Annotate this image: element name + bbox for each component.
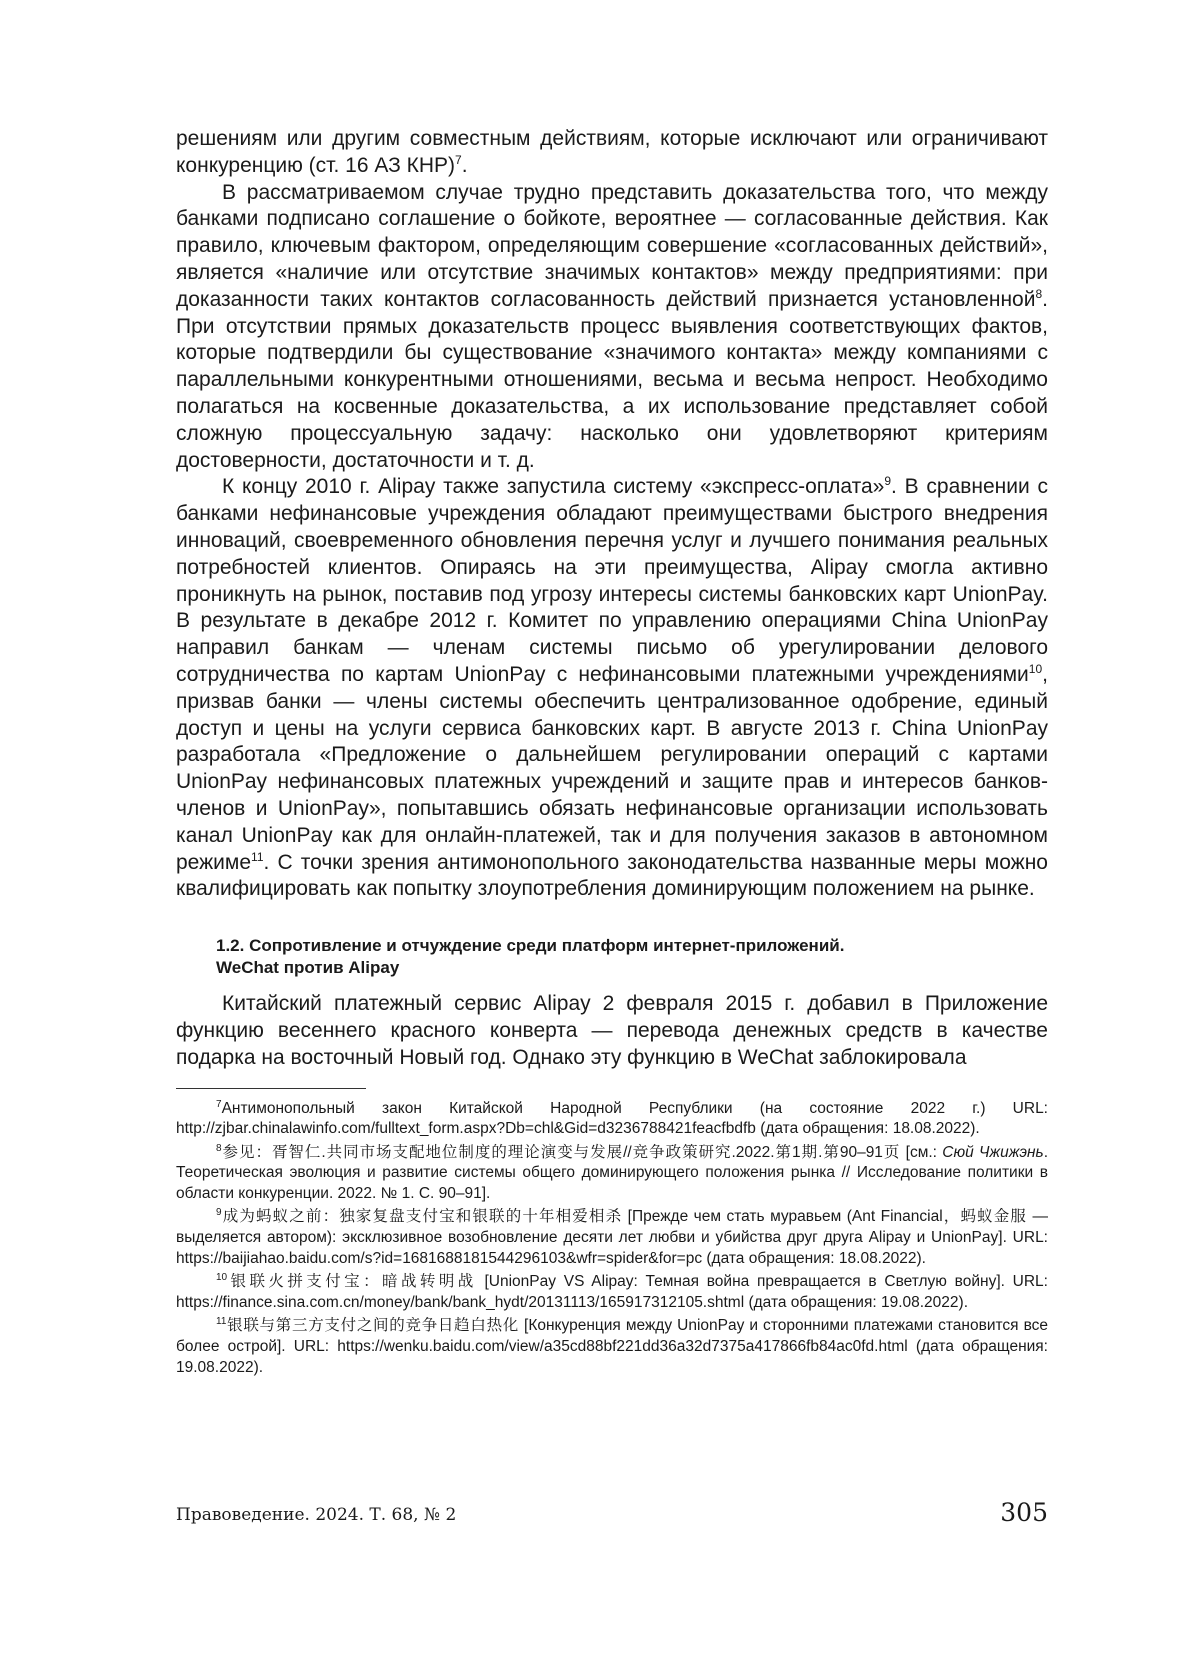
paragraph-1-text: решениям или другим совместным действиям, которые исключают или ограничивают конкуренцию (ст. 16 АЗ КНР) — [176, 127, 1048, 177]
footnote-ref-7[interactable]: 7 — [455, 152, 462, 167]
paragraph-2-text-a: В рассматриваемом случае трудно представить доказательства того, что между банками подписано соглашение о бойкоте, вероятнее — согласованные действия. Как правило, ключевым фактором, определяющим совершение «согласованных действий», является «наличие или отсутствие значимых контактов» между предприятиями: при доказанности таких контактов согласованность действий признается установленной — [176, 180, 1048, 311]
footnote-ref-10[interactable]: 10 — [1028, 661, 1043, 676]
footnote-8-author: Сюй Чжижэнь — [942, 1143, 1044, 1161]
paragraph-2 — [176, 180, 1048, 475]
section-heading-line-2: WeChat против Alipay — [216, 958, 400, 978]
footnote-7 — [176, 1099, 1048, 1140]
paragraph-4-text: Китайский платежный сервис Alipay 2 февраля 2015 г. добавил в Приложение функцию весеннего красного конверта — перевода денежных средств в качестве подарка на восточный Новый год. Однако эту функцию в WeChat заблокировала — [176, 992, 1048, 1069]
footnote-number-8: 8 — [216, 1142, 222, 1154]
footnote-number-7: 7 — [216, 1098, 222, 1110]
footnote-number-9: 9 — [216, 1207, 222, 1219]
footnotes — [176, 1099, 1048, 1379]
paragraph-3-text-c: , призвав банки — члены системы обеспечить централизованное одобрение, единый доступ и цены на услуги сервиса банковских карт. В августе 2013 г. China UnionPay разработала «Предложение о дальнейшем регулировании операций с картами UnionPay нефинансовых платежных учреждений и защите прав и интересов банков-членов и UnionPay», попытавшись обязать нефинансовые организации использовать канал UnionPay как для онлайн-платежей, так и для получения заказов в автономном режиме — [176, 662, 1048, 874]
paragraph-4 — [176, 991, 1048, 1071]
section-heading-line-1: 1.2. Сопротивление и отчуждение среди платформ интернет-приложений. — [216, 936, 845, 956]
footnote-10-text: 银联火拼支付宝：暗战转明战 [UnionPay VS Alipay: Темная война превращается в Светлую войну]. URL: https://finance.sina.com.cn/money/bank/bank_hydt/20131113/165917312105.shtml (дата обращения: 19.08.2022). — [176, 1273, 1048, 1311]
page-number: 305 — [1000, 1498, 1048, 1527]
footnote-number-10: 10 — [216, 1272, 228, 1284]
paragraph-1: решениям или другим совместным действиям, которые исключают или ограничивают конкуренцию (ст. 16 АЗ КНР)$^7$. — [176, 127, 1048, 177]
footnote-9-text: 成为蚂蚁之前：独家复盘支付宝和银联的十年相爱相杀 [Прежде чем стать муравьем (Ant Financial，蚂蚁金服 — выделяется автором): эксклюзивное возобновление десяти лет любви и убийства друг друга Alipay и UnionPay]. URL: https://baijiahao.baidu.com/s?id=1681688181544296103&wfr=spider&for=pc (дата обращения: 18.08.2022). — [176, 1208, 1048, 1267]
footnote-number-11: 11 — [216, 1316, 227, 1328]
paragraph-3-text-b: . В сравнении с банками нефинансовые учреждения обладают преимуществами быстрого внедрения инноваций, своевременного обновления перечня услуг и лучшего понимания реальных потребностей клиентов. Опираясь на эти преимущества, Alipay смогла активно проникнуть на рынок, поставив под угрозу интересы системы банковских карт UnionPay. В результате в декабре 2012 г. Комитет по управлению операциями China UnionPay направил банкам — членам системы письмо об урегулировании делового сотрудничества по картам UnionPay с нефинансовыми платежными учреждениями — [176, 475, 1048, 686]
footnote-ref-9[interactable]: 9 — [884, 474, 892, 489]
footnote-ref-8[interactable]: 8 — [1035, 286, 1043, 301]
paragraph-2-text-b: . При отсутствии прямых доказательств процесс выявления соответствующих фактов, которые подтвердили бы существование «значимого контакта» между компаниями с параллельными конкурентными отношениями, весьма и весьма непрост. Необходимо полагаться на косвенные доказательства, а их использование представляет собой сложную процессуальную задачу: насколько они удовлетворяют критериям достоверности, достаточности и т. д. — [176, 287, 1048, 472]
page-footer — [176, 1493, 1048, 1525]
paragraph-3 — [176, 474, 1048, 903]
page-content — [176, 126, 1048, 1381]
footnote-separator — [176, 1088, 366, 1089]
footnote-ref-11[interactable]: 11 — [251, 849, 264, 864]
footnote-7-text: Антимонопольный закон Китайской Народной Республики (на состояние 2022 г.) URL: http://zjbar.chinalawinfo.com/fulltext_form.aspx?Db=chl&Gid=d3236788421feacfbdfb (дата обращения: 18.08.2022). — [176, 1099, 1048, 1138]
main-text — [176, 126, 1048, 1072]
footnote-11 — [176, 1316, 1048, 1378]
footnote-8-text-a: 参见：胥智仁.共同市场支配地位制度的理论演变与发展//竞争政策研究.2022.第1期.第90–91页 [см.: — [221, 1143, 943, 1161]
footnote-8-text-b: . Теоретическая эволюция и развитие системы общего доминирующего положения рынка // Исследование политики в области конкуренции. 2022. № 1. С. 90–91]. — [176, 1143, 1048, 1202]
footnote-9 — [176, 1207, 1048, 1269]
paragraph-3-text-d: . С точки зрения антимонопольного законодательства названные меры можно квалифицировать как попытку злоупотребления доминирующим положением на рынке. — [176, 850, 1048, 901]
footnote-10 — [176, 1272, 1048, 1313]
footnote-11-text: 银联与第三方支付之间的竞争日趋白热化 [Конкуренция между UnionPay и сторонними платежами становится все более острой]. URL: https://wenku.baidu.com/view/a35cd88bf221dd36a32d7375a417866fb84ac0fd.html (дата обращения: 19.08.2022). — [176, 1317, 1048, 1376]
section-heading — [216, 935, 1048, 979]
footnote-8 — [176, 1143, 1048, 1205]
paragraph-3-text-a: К концу 2010 г. Alipay также запустила систему «экспресс-оплата» — [222, 475, 885, 499]
journal-citation: Правоведение. 2024. Т. 68, № 2 — [176, 1505, 457, 1525]
